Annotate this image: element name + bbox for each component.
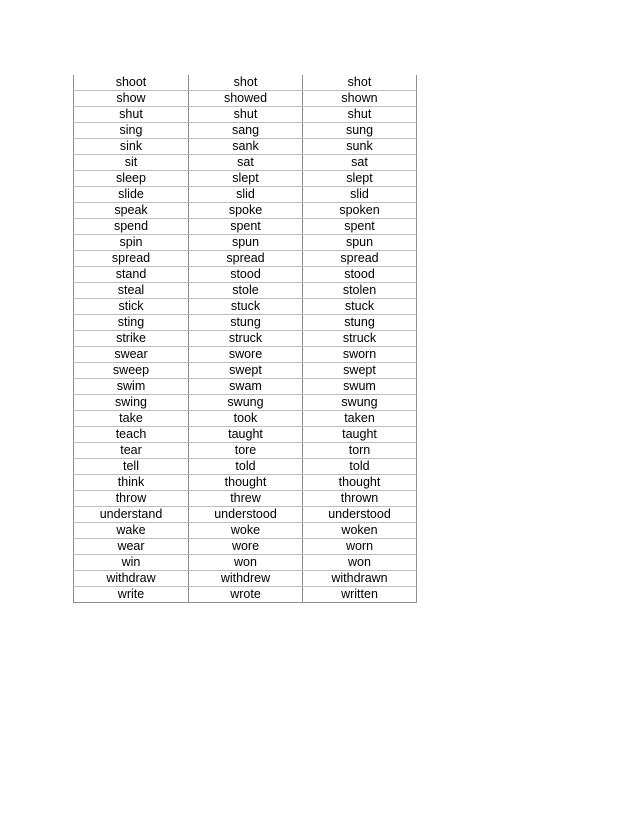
past-participle-cell: spun <box>303 235 417 251</box>
past-simple-cell: shut <box>189 107 303 123</box>
base-form-cell: write <box>74 587 189 603</box>
base-form-cell: tear <box>74 443 189 459</box>
base-form-cell: steal <box>74 283 189 299</box>
past-participle-cell: thrown <box>303 491 417 507</box>
table-row <box>74 155 417 171</box>
base-form-cell: wear <box>74 539 189 555</box>
past-simple-cell: took <box>189 411 303 427</box>
past-participle-cell: sworn <box>303 347 417 363</box>
past-simple-cell: swore <box>189 347 303 363</box>
past-simple-cell: wore <box>189 539 303 555</box>
table-row <box>74 267 417 283</box>
past-simple-cell: wrote <box>189 587 303 603</box>
past-simple-cell: stuck <box>189 299 303 315</box>
past-participle-cell: swum <box>303 379 417 395</box>
past-participle-cell: understood <box>303 507 417 523</box>
past-simple-cell: spoke <box>189 203 303 219</box>
table-row <box>74 571 417 587</box>
past-simple-cell: struck <box>189 331 303 347</box>
past-simple-cell: sang <box>189 123 303 139</box>
base-form-cell: swing <box>74 395 189 411</box>
table-row <box>74 443 417 459</box>
past-simple-cell: shot <box>189 75 303 91</box>
base-form-cell: sweep <box>74 363 189 379</box>
table-row <box>74 427 417 443</box>
past-participle-cell: shot <box>303 75 417 91</box>
past-participle-cell: stuck <box>303 299 417 315</box>
past-simple-cell: sat <box>189 155 303 171</box>
past-simple-cell: spread <box>189 251 303 267</box>
past-participle-cell: swung <box>303 395 417 411</box>
base-form-cell: shut <box>74 107 189 123</box>
table-row <box>74 75 417 91</box>
past-participle-cell: sung <box>303 123 417 139</box>
past-participle-cell: torn <box>303 443 417 459</box>
table-row <box>74 123 417 139</box>
past-participle-cell: struck <box>303 331 417 347</box>
past-simple-cell: withdrew <box>189 571 303 587</box>
base-form-cell: sink <box>74 139 189 155</box>
past-simple-cell: swung <box>189 395 303 411</box>
past-participle-cell: told <box>303 459 417 475</box>
past-participle-cell: shut <box>303 107 417 123</box>
past-participle-cell: shown <box>303 91 417 107</box>
past-simple-cell: swam <box>189 379 303 395</box>
past-participle-cell: woken <box>303 523 417 539</box>
table-row <box>74 555 417 571</box>
base-form-cell: shoot <box>74 75 189 91</box>
past-participle-cell: spread <box>303 251 417 267</box>
base-form-cell: sting <box>74 315 189 331</box>
base-form-cell: take <box>74 411 189 427</box>
base-form-cell: understand <box>74 507 189 523</box>
table-row <box>74 507 417 523</box>
base-form-cell: wake <box>74 523 189 539</box>
past-simple-cell: taught <box>189 427 303 443</box>
base-form-cell: tell <box>74 459 189 475</box>
table-row <box>74 331 417 347</box>
base-form-cell: slide <box>74 187 189 203</box>
base-form-cell: spend <box>74 219 189 235</box>
base-form-cell: spread <box>74 251 189 267</box>
base-form-cell: sleep <box>74 171 189 187</box>
table-row <box>74 491 417 507</box>
table-row <box>74 587 417 603</box>
table-row <box>74 91 417 107</box>
table-row <box>74 107 417 123</box>
base-form-cell: show <box>74 91 189 107</box>
base-form-cell: spin <box>74 235 189 251</box>
table-row <box>74 283 417 299</box>
past-participle-cell: taken <box>303 411 417 427</box>
past-simple-cell: slept <box>189 171 303 187</box>
past-participle-cell: slept <box>303 171 417 187</box>
table-row <box>74 411 417 427</box>
table-row <box>74 539 417 555</box>
table-row <box>74 315 417 331</box>
table-row <box>74 171 417 187</box>
base-form-cell: stick <box>74 299 189 315</box>
past-participle-cell: stung <box>303 315 417 331</box>
past-participle-cell: sunk <box>303 139 417 155</box>
base-form-cell: sit <box>74 155 189 171</box>
table-row <box>74 347 417 363</box>
table-row <box>74 363 417 379</box>
table-row <box>74 379 417 395</box>
past-simple-cell: spent <box>189 219 303 235</box>
past-simple-cell: won <box>189 555 303 571</box>
base-form-cell: strike <box>74 331 189 347</box>
past-simple-cell: sank <box>189 139 303 155</box>
past-simple-cell: woke <box>189 523 303 539</box>
past-participle-cell: worn <box>303 539 417 555</box>
past-participle-cell: stood <box>303 267 417 283</box>
base-form-cell: swim <box>74 379 189 395</box>
table-row <box>74 523 417 539</box>
base-form-cell: stand <box>74 267 189 283</box>
past-simple-cell: threw <box>189 491 303 507</box>
past-participle-cell: sat <box>303 155 417 171</box>
table-row <box>74 235 417 251</box>
past-simple-cell: stood <box>189 267 303 283</box>
verbs-table-body <box>74 75 417 603</box>
table-row <box>74 187 417 203</box>
base-form-cell: teach <box>74 427 189 443</box>
base-form-cell: sing <box>74 123 189 139</box>
past-participle-cell: spoken <box>303 203 417 219</box>
base-form-cell: withdraw <box>74 571 189 587</box>
past-simple-cell: showed <box>189 91 303 107</box>
past-participle-cell: spent <box>303 219 417 235</box>
table-row <box>74 459 417 475</box>
past-participle-cell: swept <box>303 363 417 379</box>
past-simple-cell: thought <box>189 475 303 491</box>
past-simple-cell: swept <box>189 363 303 379</box>
past-participle-cell: taught <box>303 427 417 443</box>
past-simple-cell: spun <box>189 235 303 251</box>
irregular-verbs-table <box>73 75 417 603</box>
past-participle-cell: stolen <box>303 283 417 299</box>
base-form-cell: think <box>74 475 189 491</box>
base-form-cell: swear <box>74 347 189 363</box>
table-row <box>74 139 417 155</box>
table-row <box>74 395 417 411</box>
base-form-cell: win <box>74 555 189 571</box>
past-simple-cell: told <box>189 459 303 475</box>
table-row <box>74 475 417 491</box>
past-participle-cell: slid <box>303 187 417 203</box>
past-participle-cell: written <box>303 587 417 603</box>
past-participle-cell: thought <box>303 475 417 491</box>
base-form-cell: speak <box>74 203 189 219</box>
table-row <box>74 219 417 235</box>
past-simple-cell: stung <box>189 315 303 331</box>
past-simple-cell: tore <box>189 443 303 459</box>
past-participle-cell: withdrawn <box>303 571 417 587</box>
base-form-cell: throw <box>74 491 189 507</box>
past-participle-cell: won <box>303 555 417 571</box>
table-row <box>74 203 417 219</box>
table-row <box>74 299 417 315</box>
past-simple-cell: slid <box>189 187 303 203</box>
past-simple-cell: understood <box>189 507 303 523</box>
past-simple-cell: stole <box>189 283 303 299</box>
table-row <box>74 251 417 267</box>
